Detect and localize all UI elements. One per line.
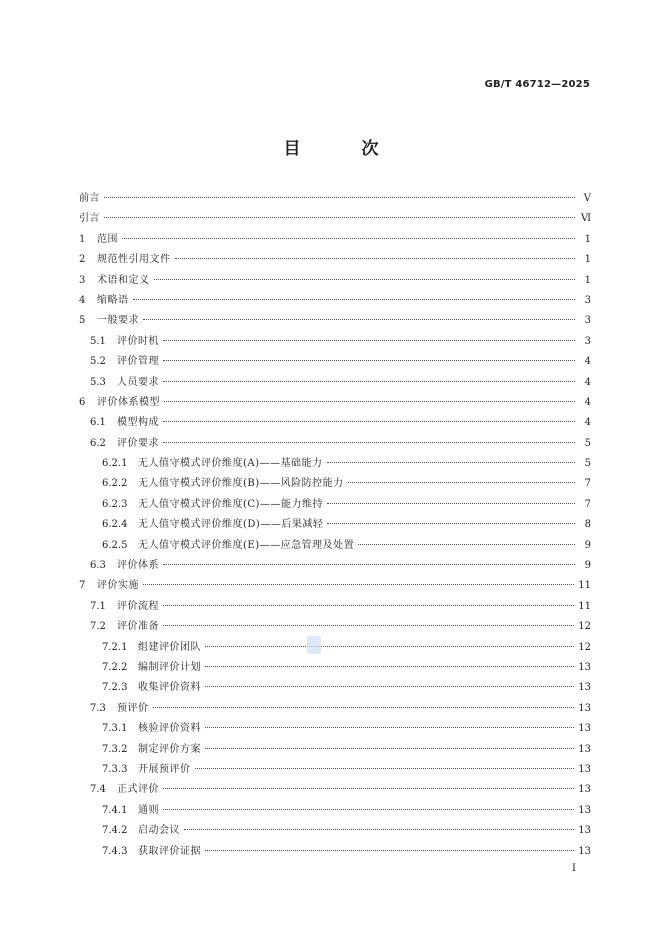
toc-entry[interactable]	[79, 352, 591, 372]
toc-entry-page: 3	[584, 335, 591, 347]
toc-entry-page: 7	[584, 478, 591, 490]
toc-leader-dots	[175, 258, 576, 259]
toc-leader-dots	[163, 788, 574, 789]
toc-entry[interactable]	[79, 291, 591, 311]
toc-entry-number: 5.3	[90, 376, 106, 388]
toc-entry-page: 1	[584, 274, 591, 286]
toc-leader-dots	[327, 523, 575, 524]
toc-entry-page: 8	[584, 519, 591, 531]
toc-entry[interactable]	[79, 638, 591, 658]
toc-entry-number: 7.1	[90, 600, 106, 612]
toc-entry-number: 7.4.1	[102, 804, 128, 816]
toc-entry-page: 3	[584, 294, 591, 306]
toc-leader-dots	[133, 299, 576, 300]
toc-entry-number: 6.2.5	[102, 539, 128, 551]
toc-leader-dots	[143, 319, 575, 320]
toc-entry[interactable]	[79, 393, 591, 413]
toc-entry-number: 5.1	[90, 335, 106, 347]
toc-entry[interactable]	[79, 413, 591, 433]
toc-entry[interactable]	[79, 760, 591, 780]
toc-entry-title: 范围	[97, 233, 118, 245]
page-number: Ⅰ	[572, 863, 576, 874]
toc-entry-page: 9	[584, 560, 591, 572]
toc-leader-dots	[153, 707, 575, 708]
toc-entry-title: 人员要求	[117, 376, 159, 388]
toc-entry[interactable]	[79, 209, 591, 229]
toc-entry-number: 7.4	[90, 784, 106, 796]
watermark-mark	[307, 636, 321, 654]
toc-entry-title: 评价实施	[97, 580, 139, 592]
toc-entry-number: 7.3.1	[102, 723, 128, 735]
toc-leader-dots	[348, 482, 575, 483]
toc-entry-title: 收集评价资料	[138, 682, 201, 694]
toc-entry-page: 13	[578, 804, 591, 816]
toc-entry-title: 引言	[79, 213, 100, 225]
toc-entry-number: 6.2.2	[102, 478, 128, 490]
toc-entry-number: 6.3	[90, 560, 106, 572]
toc-entry-title: 缩略语	[97, 294, 129, 306]
toc-entry[interactable]	[79, 556, 591, 576]
toc-entry-title: 无人值守模式评价维度(E)——应急管理及处置	[138, 539, 355, 551]
toc-leader-dots	[205, 850, 574, 851]
toc-entry-number: 7.4.2	[102, 825, 128, 837]
toc-entry[interactable]	[79, 740, 591, 760]
toc-leader-dots	[122, 238, 575, 239]
toc-entry-title: 开展预评价	[138, 763, 191, 775]
toc-leader-dots	[163, 605, 574, 606]
toc-entry-number: 6.2	[90, 437, 106, 449]
toc-entry-title: 术语和定义	[97, 274, 150, 286]
toc-entry[interactable]	[79, 576, 591, 596]
toc-entry-page: 11	[578, 600, 591, 612]
page-title: 目 次	[283, 139, 401, 159]
toc-leader-dots	[163, 625, 574, 626]
toc-leader-dots	[163, 340, 575, 341]
toc-entry-title: 核验评价资料	[138, 723, 201, 735]
toc-entry-number: 5.2	[90, 356, 106, 368]
toc-leader-dots	[163, 360, 575, 361]
toc-entry-title: 无人值守模式评价维度(C)——能力维持	[138, 498, 323, 510]
toc-leader-dots	[327, 462, 575, 463]
toc-entry[interactable]	[79, 454, 591, 474]
toc-entry-page: 13	[578, 845, 591, 857]
toc-entry-title: 预评价	[117, 702, 149, 714]
toc-entry-number: 7.2.2	[102, 661, 128, 673]
table-of-contents	[79, 189, 591, 862]
toc-entry-page: 13	[578, 743, 591, 755]
toc-entry-page: 13	[578, 682, 591, 694]
toc-entry-title: 获取评价证据	[138, 845, 201, 857]
toc-entry[interactable]	[79, 373, 591, 393]
toc-entry-number: 7.4.3	[102, 845, 128, 857]
toc-leader-dots	[163, 442, 575, 443]
toc-leader-dots	[195, 768, 575, 769]
toc-entry[interactable]	[79, 434, 591, 454]
toc-leader-dots	[104, 217, 575, 218]
toc-entry-title: 无人值守模式评价维度(B)——风险防控能力	[138, 478, 344, 490]
toc-entry-title: 评价时机	[117, 335, 159, 347]
toc-entry[interactable]	[79, 189, 591, 209]
toc-entry-title: 启动会议	[138, 825, 180, 837]
toc-entry[interactable]	[79, 597, 591, 617]
toc-entry-number: 2	[79, 254, 86, 266]
toc-entry-title: 一般要求	[97, 315, 139, 327]
toc-entry-title: 评价管理	[117, 356, 159, 368]
toc-entry-page: 13	[578, 763, 591, 775]
toc-entry-number: 7.2.3	[102, 682, 128, 694]
toc-entry-title: 评价准备	[117, 621, 159, 633]
toc-entry-page: Ⅴ	[583, 193, 591, 204]
toc-entry[interactable]	[79, 474, 591, 494]
toc-entry-page: 12	[578, 621, 591, 633]
toc-entry[interactable]	[79, 250, 591, 270]
toc-entry-page: Ⅵ	[580, 213, 591, 225]
toc-entry-page: 1	[584, 254, 591, 266]
toc-leader-dots	[205, 748, 574, 749]
toc-entry-number: 4	[79, 294, 86, 306]
toc-leader-dots	[164, 401, 575, 402]
toc-leader-dots	[184, 829, 574, 830]
toc-entry-page: 12	[578, 641, 591, 653]
toc-entry[interactable]	[79, 515, 591, 535]
toc-entry[interactable]	[79, 311, 591, 331]
toc-entry-title: 评价体系模型	[97, 396, 160, 408]
toc-entry[interactable]	[79, 658, 591, 678]
toc-leader-dots	[163, 809, 574, 810]
toc-entry-page: 7	[584, 498, 591, 510]
toc-leader-dots	[143, 584, 574, 585]
toc-entry-number: 3	[79, 274, 86, 286]
toc-entry-page: 4	[584, 417, 591, 429]
toc-entry[interactable]	[79, 821, 591, 841]
toc-entry-title: 制定评价方案	[138, 743, 201, 755]
toc-entry[interactable]	[79, 495, 591, 515]
toc-entry[interactable]	[79, 617, 591, 637]
toc-leader-dots	[205, 666, 574, 667]
toc-entry-number: 7.2	[90, 621, 106, 633]
toc-leader-dots	[163, 421, 575, 422]
toc-entry-title: 无人值守模式评价维度(A)——基础能力	[138, 458, 323, 470]
toc-entry-page: 4	[584, 376, 591, 388]
toc-entry-page: 4	[584, 356, 591, 368]
toc-entry-title: 评价要求	[117, 437, 159, 449]
toc-entry-page: 11	[578, 580, 591, 592]
toc-leader-dots	[163, 381, 575, 382]
toc-entry-page: 5	[584, 458, 591, 470]
toc-entry-title: 模型构成	[117, 417, 159, 429]
toc-leader-dots	[327, 503, 575, 504]
toc-entry-page: 9	[584, 539, 591, 551]
toc-entry-title: 无人值守模式评价维度(D)——后果减轻	[138, 519, 324, 531]
toc-entry-number: 6.2.3	[102, 498, 128, 510]
toc-entry-number: 5	[79, 315, 86, 327]
toc-entry-number: 7.3	[90, 702, 106, 714]
toc-leader-dots	[205, 727, 574, 728]
toc-entry-number: 7.3.2	[102, 743, 128, 755]
toc-leader-dots	[104, 197, 575, 198]
toc-entry-title: 评价流程	[117, 600, 159, 612]
toc-entry-title: 规范性引用文件	[97, 254, 171, 266]
toc-entry-title: 编制评价计划	[138, 661, 201, 673]
toc-entry[interactable]	[79, 678, 591, 698]
toc-entry-number: 6.2.1	[102, 458, 128, 470]
toc-entry-title: 评价体系	[117, 560, 159, 572]
toc-entry-page: 13	[578, 825, 591, 837]
toc-leader-dots	[205, 686, 574, 687]
toc-entry-title: 前言	[79, 193, 100, 204]
toc-entry-title: 组建评价团队	[138, 641, 201, 653]
toc-entry-number: 7.2.1	[102, 641, 128, 653]
toc-entry-page: 13	[578, 661, 591, 673]
toc-entry[interactable]	[79, 842, 591, 862]
toc-entry-page: 5	[584, 437, 591, 449]
toc-entry-number: 6.1	[90, 417, 106, 429]
toc-entry[interactable]	[79, 230, 591, 250]
toc-entry-number: 7.3.3	[102, 763, 128, 775]
toc-entry[interactable]	[79, 271, 591, 291]
toc-leader-dots	[154, 279, 576, 280]
toc-entry-page: 13	[578, 723, 591, 735]
toc-entry-number: 6	[79, 396, 86, 408]
toc-entry[interactable]	[79, 536, 591, 556]
toc-entry-page: 4	[584, 396, 591, 408]
toc-entry-page: 1	[584, 233, 591, 245]
toc-leader-dots	[358, 544, 575, 545]
toc-entry-number: 6.2.4	[102, 519, 128, 531]
toc-entry-page: 3	[584, 315, 591, 327]
toc-entry-page: 13	[578, 702, 591, 714]
toc-leader-dots	[205, 646, 574, 647]
toc-entry-title: 通则	[138, 804, 159, 816]
toc-entry-number: 1	[79, 233, 86, 245]
toc-entry[interactable]	[79, 780, 591, 800]
toc-entry-title: 正式评价	[117, 784, 159, 796]
toc-entry-number: 7	[79, 580, 86, 592]
toc-entry[interactable]	[79, 801, 591, 821]
toc-entry-page: 13	[578, 784, 591, 796]
toc-entry[interactable]	[79, 332, 591, 352]
toc-entry[interactable]	[79, 719, 591, 739]
toc-entry[interactable]	[79, 699, 591, 719]
toc-leader-dots	[163, 564, 575, 565]
standard-code: GB/T 46712—2025	[484, 79, 590, 90]
